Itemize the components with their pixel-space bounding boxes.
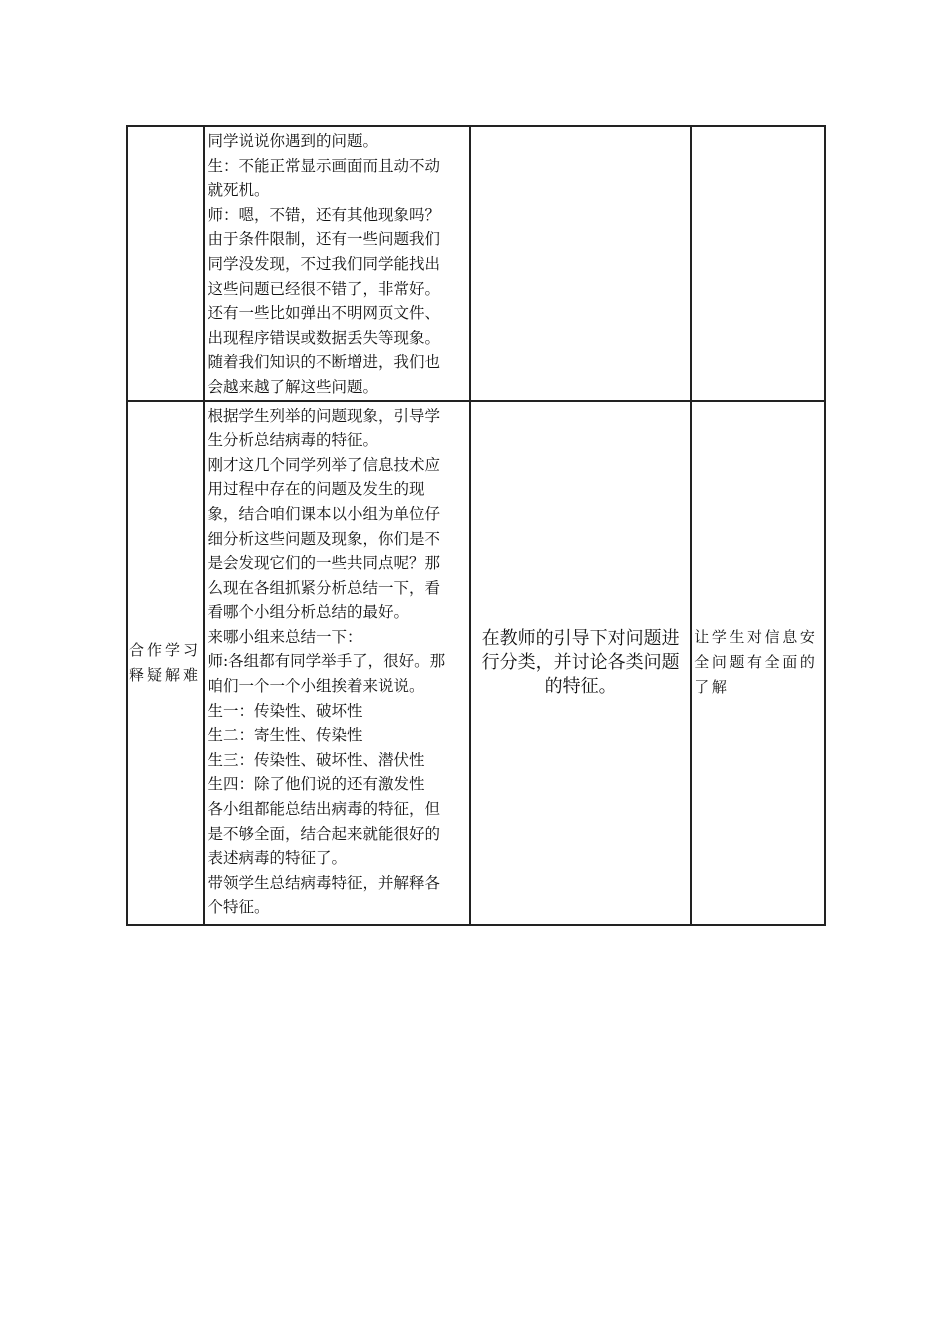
content-line: 还有一些比如弹出不明网页文件、 [207,304,440,323]
design-goal-cell [691,126,825,401]
content-line: 师：嗯，不错，还有其他现象吗？ [207,205,440,224]
teacher-content-cell [204,126,470,401]
content-line: 带领学生总结病毒特征，并解释各 [207,873,440,892]
content-line: 个特征。 [207,898,270,917]
content-line: 出现程序错误或数据丢失等现象。 [207,328,440,347]
content-line: 细分析这些问题及现象，你们是不 [207,529,440,548]
stage-label-line: 合作学习 [129,640,202,659]
content-line: 咱们一个一个小组挨着来说说。 [207,677,425,696]
content-line: 生三：传染性、破坏性、潜伏性 [207,750,425,769]
table-row [127,126,825,401]
content-line: 生二：寄生性、传染性 [207,726,363,745]
content-line: 生一：传染性、破坏性 [207,701,363,720]
content-line: 由于条件限制，还有一些问题我们 [207,230,440,249]
content-line: 生：不能正常显示画面而且动不动 [207,156,440,175]
content-line: 表述病毒的特征了。 [207,849,347,868]
content-line: 么现在各组抓紧分析总结一下，看 [207,578,440,597]
content-line: 随着我们知识的不断增进，我们也 [207,353,440,372]
content-line: 看哪个小组分析总结的最好。 [207,603,409,622]
lesson-plan-table [126,125,826,926]
content-line: 同学说说你遇到的问题。 [207,132,378,150]
content-line: 根据学生列举的问题现象，引导学 [207,406,440,425]
teacher-content-text [205,402,469,920]
stage-label [128,638,203,688]
stage-cell [127,401,204,925]
content-line: 各小组都能总结出病毒的特征，但 [207,800,440,819]
content-line: 是会发现它们的一些共同点呢？那 [207,554,440,573]
student-activity-cell [470,401,691,925]
teacher-content-cell [204,401,470,925]
student-activity-cell [470,126,691,401]
content-line: 生四：除了他们说的还有激发性 [207,775,425,794]
design-goal-text: 让学生对信息安全问题有全面的了解 [694,628,818,697]
stage-cell [127,126,204,401]
content-line: 师:各组都有同学举手了，很好。那 [207,652,446,671]
content-line: 来哪小组来总结一下： [207,627,363,646]
content-line: 用过程中存在的问题及发生的现 [207,480,425,499]
content-line: 这些问题已经很不错了，非常好。 [207,279,440,298]
table-row [127,401,825,925]
content-line: 同学没发现，不过我们同学能找出 [207,254,440,273]
student-activity-text: 在教师的引导下对问题进行分类，并讨论各类问题的特征。 [481,627,680,697]
content-line: 是不够全面，结合起来就能很好的 [207,824,440,843]
content-line: 象，结合咱们课本以小组为单位仔 [207,504,440,523]
design-goal-cell [691,401,825,925]
teacher-content-text [205,127,469,400]
content-line: 就死机。 [207,181,270,200]
stage-label-line: 释疑解难 [129,665,202,684]
content-line: 刚才这几个同学列举了信息技术应 [207,455,440,474]
content-line: 会越来越了解这些问题。 [207,377,378,396]
content-line: 生分析总结病毒的特征。 [207,431,378,450]
